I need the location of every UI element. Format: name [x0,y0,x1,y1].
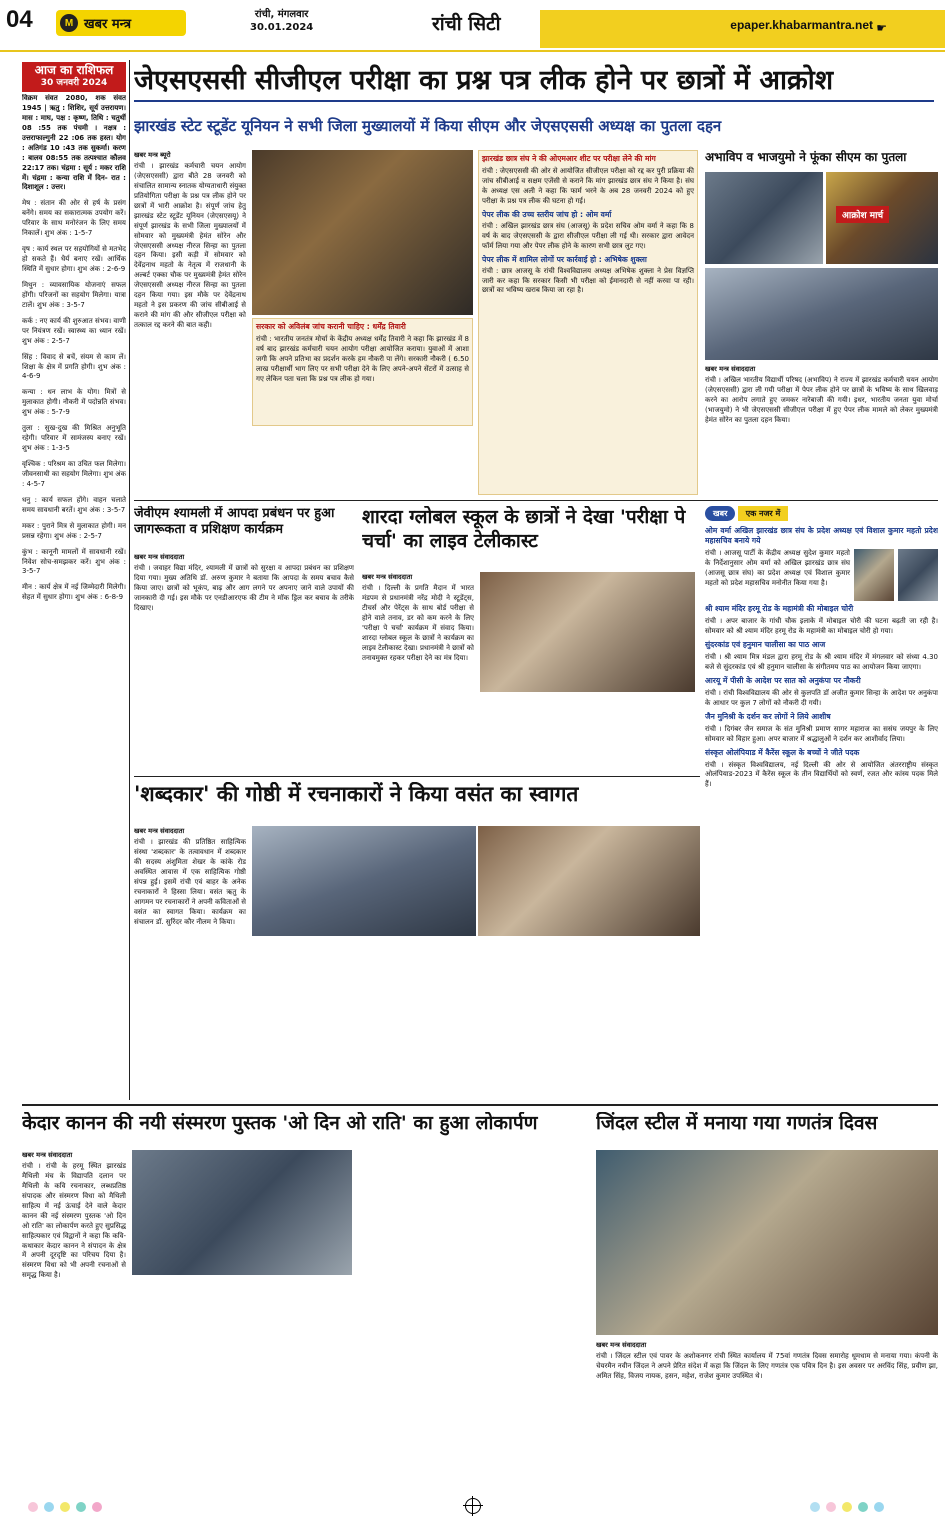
brief-body: रांची । अपर बाजार के गांधी चौक इलाके में मोबाइल चोरी की घटना बढ़ती जा रही है। सोमवार को श्री श्याम मंदिर हरमू रोड के महामंत्री का मोबाइल चोरी हो गया। [705,617,938,635]
jindal-body: रांची । जिंदल स्टील एवं पावर के अशोकनगर रांची स्थित कार्यालय में 75वां गणतंत्र दिवस समारोह धूमधाम से मनाया गया। कंपनी के चेयरमैन नवीन जिंदल ने अपने प्रेरित संदेश में कहा कि जिंदल के लिए गणतंत्र एक पवित्र दिन है। इस अवसर पर अरविंद सिंह, प्रवीण झा, अमित सिंह, विजय नायक, हसन, महेश, राजेश कुमार उपस्थित थे। [596,1352,938,1380]
lead-byline: खबर मन्त्र ब्यूरो [134,151,171,159]
brief-title: सुंदरकांड एवं हनुमान चालीसा का पाठ आज [705,639,826,649]
headline-rule [134,100,934,102]
rashi-item: वृश्चिक : परिश्रम का उचित फल मिलेगा। जीवनसाथी का सहयोग मिलेगा। शुभ अंक : 4-5-7 [22,460,126,488]
color-dot [842,1502,852,1512]
column-rule [129,60,130,1100]
rashi-item: मेष : संतान की ओर से हर्ष के प्रसंग बनेंगे। समय का सकारात्मक उपयोग करें। परिवार के साथ मनोरंजन के लिए समय निकालें। शुभ अंक : 1-5-7 [22,199,126,238]
brief-title: संस्कृत ओलंपियाड में कैरेंस स्कूल के बच्चों ने जीते पदक [705,747,860,757]
inset-title: सरकार को अविलंब जांच करानी चाहिए : धर्मेंद्र तिवारी [256,322,406,331]
portrait-photo-2 [898,549,938,601]
rashi-item: मिथुन : व्यावसायिक योजनाएं सफल होंगी। परिजनों का सहयोग मिलेगा। यात्रा टालें। शुभ अंक : 3-5-7 [22,280,126,309]
leak-sub1-body: रांची : अखिल झारखंड छात्र संघ (आजसू) के प्रदेश सचिव ओम वर्मा ने कहा कि 8 वर्ष के बाद जेएसएससी के द्वारा सीजीएल परीक्षा ली गई थी। सरकार द्वारा आवेदन फॉर्म लिया गया और पेपर लीक होने के कारण सभी छात्र लुट गए। [482,221,694,250]
color-dot [28,1502,38,1512]
shabdkar-title: 'शब्दकार' की गोष्ठी में रचनाकारों ने किया वसंत का स्वागत [134,782,579,806]
lead-article [134,150,246,500]
shabdkar-photo-group [252,826,476,936]
brief-body: रांची । श्री श्याम मित्र मंडल द्वारा हरमू रोड के श्री श्याम मंदिर में मंगलवार को संध्या 4.30 बजे से सुंदरकांड एवं श्री हनुमान चालीसा के संगीतमय पाठ का आयोजन किया जाएगा। [705,652,938,671]
abvp-body: रांची । अखिल भारतीय विद्यार्थी परिषद (अभाविप) ने राज्य में झारखंड कर्मचारी चयन आयोग (जेएसएससी) द्वारा ली गयी परीक्षा में पेपर लीक होने पर छात्रों के भविष्य के साथ खिलवाड़ करने का आरोप लगाते हुए जमकर नारेबाजी की गयी। इधर, भारतीय जनता युवा मोर्चा (भाजयुमो) ने भी जेएसएससी सीजीएल परीक्षा में हुए पेपर लीक मामले को लेकर मुख्यमंत्री हेमंत सोरेन का पुतला दहन किया। [705,376,938,424]
shabdkar-photo-poets [478,826,700,936]
brief-body: रांची । आजसू पार्टी के केंद्रीय अध्यक्ष सुदेश कुमार महतो के निर्देशानुसार ओम वर्मा को अखिल झारखंड छात्र संघ (आजसू छात्र संघ) का प्रदेश अध्यक्ष एवं विशाल कुमार महतो को प्रदेश महासचिव मनोनीत किया गया है। [705,549,850,587]
shabdkar-byline: खबर मन्त्र संवाददाता [134,827,185,835]
kedar-body: रांची । रांची के हरमू स्थित झारखंड मैथिली मंच के विद्यापति दलान पर मैथिली के कवि रचनाकार, लब्धप्रतिष्ठ संपादक और संस्मरण विधा को मैथिली साहित्य में नई ऊंचाई देने वाले केदार कानन की नई संस्मरण पुस्तक 'ओ दिन ओ राति' का लोकार्पण करते हुए सुप्रसिद्ध साहित्यकार एवं विद्वानों ने कहा कि कवि-कथाकार केदार कानन ने संपादन के क्षेत्र में अपनी दूरदृष्टि का परिचय दिया है। संस्मरण विधा को भी अपनी रचनाओं से समृद्ध किया है। [22,1162,126,1280]
kedar-byline: खबर मन्त्र संवाददाता [22,1151,73,1159]
rashi-item: तुला : सुख-दुख की मिश्रित अनुभूति रहेगी। परिवार में सामंजस्य बनाए रखें। शुभ अंक : 1-3-5 [22,424,126,453]
lead-subhead: झारखंड स्टेट स्टूडेंट यूनियन ने सभी जिला मुख्यालयों में किया सीएम और जेएसएससी अध्यक्ष का पुतला दहन [134,117,722,135]
color-dot [60,1502,70,1512]
rashi-item: मीन : कार्य क्षेत्र में नई जिम्मेदारी मिलेगी। सेहत में सुधार होगा। शुभ अंक : 6-8-9 [22,583,126,602]
jindal-article [596,1340,938,1490]
color-dot [858,1502,868,1512]
rashi-item: वृष : कार्य स्थल पर सहयोगियों से मतभेद हो सकते हैं। धैर्य बनाए रखें। आर्थिक स्थिति में सुधार होगा। शुभ अंक : 2-6-9 [22,245,126,273]
disaster-title: जेवीएम श्यामली में आपदा प्रबंधन पर हुआ जागरूकता व प्रशिक्षण कार्यक्रम [134,506,335,538]
registration-mark-icon [465,1498,481,1514]
sharda-byline: खबर मन्त्र संवाददाता [362,573,413,581]
jindal-title: जिंदल स्टील में मनाया गया गणतंत्र दिवस [596,1112,878,1134]
kedar-photo-book-launch [132,1150,352,1275]
issue-date: 30.01.2024 [250,22,314,33]
abvp-article [705,364,938,494]
rashifal-header [22,62,126,92]
brand-name: खबर मन्त्र [84,17,132,32]
city-day: रांची, मंगलवार [254,9,309,20]
sharda-title: शारदा ग्लोबल स्कूल के छात्रों ने देखा 'परीक्षा पे चर्चा' का लाइव टेलीकास्ट [362,506,686,552]
leak-body: रांची : जेएसएससी की ओर से आयोजित सीजीएल परीक्षा को रद्द कर पुरी प्रक्रिया की जांच सीबीआई व सक्षम एजेंसी से कराने कि मांग झारखंड छात्र संघ ने किया है। संघ के अध्यक्ष एस अली ने कहा कि फार्म भरने के अब 28 जनवरी 2024 को हुए परीक्षा के प्रश्न पत्र लीक की घटना हो गई। [482,167,694,205]
lead-headline: जेएसएससी सीजीएल परीक्षा का प्रश्न पत्र लीक होने पर छात्रों में आक्रोश [134,65,834,94]
dateline [250,8,313,34]
color-dot [874,1502,884,1512]
color-dot [76,1502,86,1512]
disaster-body: रांची । जवाहर विद्या मंदिर, श्यामली में छात्रों को सुरक्षा व आपदा प्रबंधन का प्रशिक्षण दिया गया। मुख्य अतिथि डॉ. अरुण कुमार ने बताया कि आपदा के समय बचाव कैसे किया जाए। छात्रों को भूकंप, बाढ़ और आग लगने पर अपनाए जाने वाले उपायों की जानकारी दी गई। इस मौके पर एनडीआरएफ की टीम ने मॉक ड्रिल कर बचाव के तरीके दिखाए। [134,564,354,612]
abvp-byline: खबर मन्त्र संवाददाता [705,365,756,373]
color-dot [92,1502,102,1512]
sharda-article [362,572,474,772]
abvp-photo-1 [705,172,823,264]
brief-body: रांची । दिगंबर जैन समाज के संत मुनिश्री प्रमाण सागर महाराज का ससंघ जयपुर के लिए सोमवार को विहार हुआ। अपर बाजार में श्रद्धालुओं ने दर्शन कर आशीर्वाद लिया। [705,724,938,743]
pointer-hand-icon: ☛ [876,21,887,35]
brief-body: रांची । संस्कृत विश्वविद्यालय, नई दिल्ली की ओर से आयोजित अंतरराष्ट्रीय संस्कृत ओलंपियाड-2023 में कैरेंस स्कूल के तीन विद्यार्थियों को स्वर्ण, रजत और कांस्य पदक मिले हैं। [705,760,938,789]
khabar-label: खबर [705,506,735,521]
rashi-item: धनु : कार्य सफल होंगे। वाहन चलाते समय सावधानी बरतें। शुभ अंक : 3-5-7 [22,495,126,514]
shabdkar-body: रांची । झारखंड की प्रतिष्ठित साहित्यिक संस्था 'शब्दकार' के तत्वावधान में शब्दकार की सदस्य अंशुमिता शेखर के कांके रोड अवस्थित आवास में एक साहित्यिक गोष्ठी संपन्न हुई। इसमें रांची एवं बाहर के अनेक रचनाकारों ने हिस्सा लिया। वसंत ऋतु के आगमन पर रचनाकारों ने अपनी कविताओं से वसंत का स्वागत किया। कार्यक्रम का संचालन डॉ. सुरिंदर कौर नीलम ने किया। [134,838,246,926]
rashifal-title: आज का राशिफल [34,63,114,77]
leak-sidebar [478,150,698,495]
rashi-item: सिंह : विवाद से बचें, संयम से काम लें। शिक्षा के क्षेत्र में प्रगति होगी। शुभ अंक : 4-6-9 [22,352,126,381]
print-footer [0,1496,945,1517]
abvp-title: अभाविप व भाजयुमो ने फूंका सीएम का पुतला [705,150,907,164]
abvp-photo-2 [826,172,938,264]
epaper-link[interactable]: epaper.khabarmantra.net [730,18,873,32]
khabar-ek-nazar-column [705,526,938,1096]
color-dot [810,1502,820,1512]
section-title: रांची सिटी [432,13,501,35]
rashi-item: कर्क : नए कार्य की शुरुआत संभव। वाणी पर नियंत्रण रखें। स्वास्थ्य का ध्यान रखें। शुभ अंक : 2-5-7 [22,316,126,345]
brand-logo-icon: M [60,14,78,32]
page-number: 04 [6,6,33,33]
sharda-photo-classroom [480,572,695,692]
rashi-item: कन्या : धन लाभ के योग। मित्रों से मुलाकात होगी। नौकरी में पदोन्नति संभव। शुभ अंक : 5-7-9 [22,388,126,417]
rashi-item: मकर : पुराने मित्र से मुलाकात होगी। मन प्रसन्न रहेगा। शुभ अंक : 2-5-7 [22,521,126,540]
lead-body: रांची । झारखंड कर्मचारी चयन आयोग (जेएसएससी) द्वारा बीते 28 जनवरी को संचालित सामान्य स्नातक योग्यताधारी संयुक्त प्रतियोगिता परीक्षा के प्रश्न पत्र लीक होने पर छात्रों में भारी आक्रोश है। संपूर्ण जांच हेतु झारखंड स्टेट स्टूडेंट यूनियन (जेएसएसयू) ने संपूर्ण झारखंड के सभी जिला मुख्यालयों में सोमवार को मुख्यमंत्री हेमंत सोरेन और जेएसएससी अध्यक्ष नीरज सिन्हा का पुतला दहन किया। इसी कड़ी में सोमवार को देवेंद्रनाथ महतो के नेतृत्व में राजधानी के अल्बर्ट एक्का चौक पर मुख्यमंत्री हेमंत सोरेन जेएसएससी अध्यक्ष नीरज सिन्हा का पुतला दहन किया गया। इस मौके पर देवेंद्रनाथ महतो ने इस प्रकरण की जांच सीबीआई से कराने की मांग की और सीजीएल परीक्षा को तत्काल रद्द करने की बात कही। [134,162,246,329]
inset-body: रांची : भारतीय जनतंत्र मोर्चा के केंद्रीय अध्यक्ष धर्मेंद्र तिवारी ने कहा कि झारखंड में 8 वर्ष बाद झारखंड कर्मचारी चयन आयोग परीक्षा आयोजित कराया। युवाओं में आशा जगी कि अपने प्रतिभा का प्रदर्शन करके हम नौकरी पा लेंगे। सरकारी नौकरी ( 6.50 लाख परीक्षार्थी भाग लिए पर सभी परीक्षा देने के लिए अपने-अपने सेंटरों में उत्साह से गए लेकिन पता चला कि प्रश्न पत्र लीक हो गया। [256,335,469,383]
jindal-byline: खबर मन्त्र संवाददाता [596,1341,647,1349]
brief-title: श्री श्याम मंदिर हरमू रोड के महामंत्री की मोबाइल चोरी [705,604,854,613]
brief-body: रांची । रांची विश्वविद्यालय की ओर से कुलपति डॉ अजीत कुमार सिन्हा के आदेश पर अनुकंपा के आधार पर कुल 7 लोगों को नौकरी दी गयी। [705,688,938,707]
rashi-item: कुंभ : कानूनी मामलों में सावधानी रखें। निवेश सोच-समझकर करें। शुभ अंक : 3-5-7 [22,547,126,576]
color-dot [826,1502,836,1512]
brief-title: ओम वर्मा अखिल झारखंड छात्र संघ के प्रदेश अध्यक्ष एवं विशाल कुमार महतो प्रदेश महासचिव बनाये गये [705,526,938,545]
section-rule [134,500,938,501]
panchang: विक्रम संवत 2080, शक संवत 1945 | ऋतु : शिशिर, सूर्य उत्तरायण। मास : माघ, पक्ष : कृष्ण, तिथि : चतुर्थी 08 :55 तक पंचमी । नक्षत्र : उत्तराफाल्गुनी 22 :06 तक हस्त। योग : अतिगंड 10 :43 तक सुकर्मा। करण : बालव 08:55 तक तत्पश्चात कौलव 22:17 तक। चंद्रमा : सूर्य : मकर राशि में। चंद्रमा : कन्या राशि में दिन- रात : दिशाशूल : उत्तर। [22,94,126,192]
brand-logo [56,10,186,36]
shabdkar-article [134,826,246,1096]
sharda-body: रांची । दिल्ली के प्रगति मैदान में भारत मंडपम से प्रधानमंत्री नरेंद्र मोदी ने स्टूडेंट्स, टीचर्स और पेरेंट्स के साथ बोर्ड परीक्षा से होने वाले तनाव, डर को कम करने के लिए 'परीक्षा पे चर्चा' कार्यक्रम में संवाद किया। शारदा ग्लोबल स्कूल के छात्रों ने कार्यक्रम का लाइव टेलीकास्ट देखा। प्रधानमंत्री ने छात्रों को तनावमुक्त रहकर परीक्षा देने का मंत्र दिया। [362,584,474,662]
brief-title: जैन मुनिश्री के दर्शन कर लोगों ने लिये आशीष [705,711,831,721]
kedar-title: केदार कानन की नयी संस्मरण पुस्तक 'ओ दिन ओ राति' का हुआ लोकार्पण [22,1112,538,1134]
khabar-ek-nazar-header [705,506,938,522]
inset-box [252,318,473,426]
section-rule [22,1104,938,1106]
leak-title: झारखंड छात्र संघ ने की ओएमआर शीट पर परीक्षा लेने की मांग [482,154,656,163]
protest-banner: आक्रोश मार्च [836,206,889,223]
rashifal-column [22,94,126,1104]
section-rule [134,776,700,777]
rashifal-date: 30 जनवरी 2024 [40,77,108,88]
brief-title: आरयू में पीसी के आदेश पर सात को अनुकंपा पर नौकरी [705,675,861,685]
ek-nazar-label: एक नजर में [738,506,789,521]
leak-sub2-body: रांची : छात्र आजसू के रांची विश्वविद्यालय अध्यक्ष अभिषेक शुक्ला ने प्रेस विज्ञप्ति जारी कर कहा कि सरकार किसी भी परीक्षा को ईमानदारी से नहीं करवा पा रही। छात्रों का भविष्य खराब किया जा रहा है। [482,266,694,295]
lead-photo-effigy-burning [252,150,473,315]
disaster-article [134,552,354,772]
portrait-photo-1 [854,549,894,601]
masthead [0,0,945,52]
leak-sub2-title: पेपर लीक में शामिल लोगों पर कार्रवाई हो : अभिषेक शुक्ला [482,254,647,264]
kedar-article [22,1150,126,1490]
disaster-byline: खबर मन्त्र संवाददाता [134,553,185,561]
abvp-photo-3 [705,268,938,360]
color-dot [44,1502,54,1512]
jindal-photo-republic-day [596,1150,938,1335]
leak-sub1-title: पेपर लीक की उच्च स्तरीय जांच हो : ओम वर्मा [482,209,612,219]
